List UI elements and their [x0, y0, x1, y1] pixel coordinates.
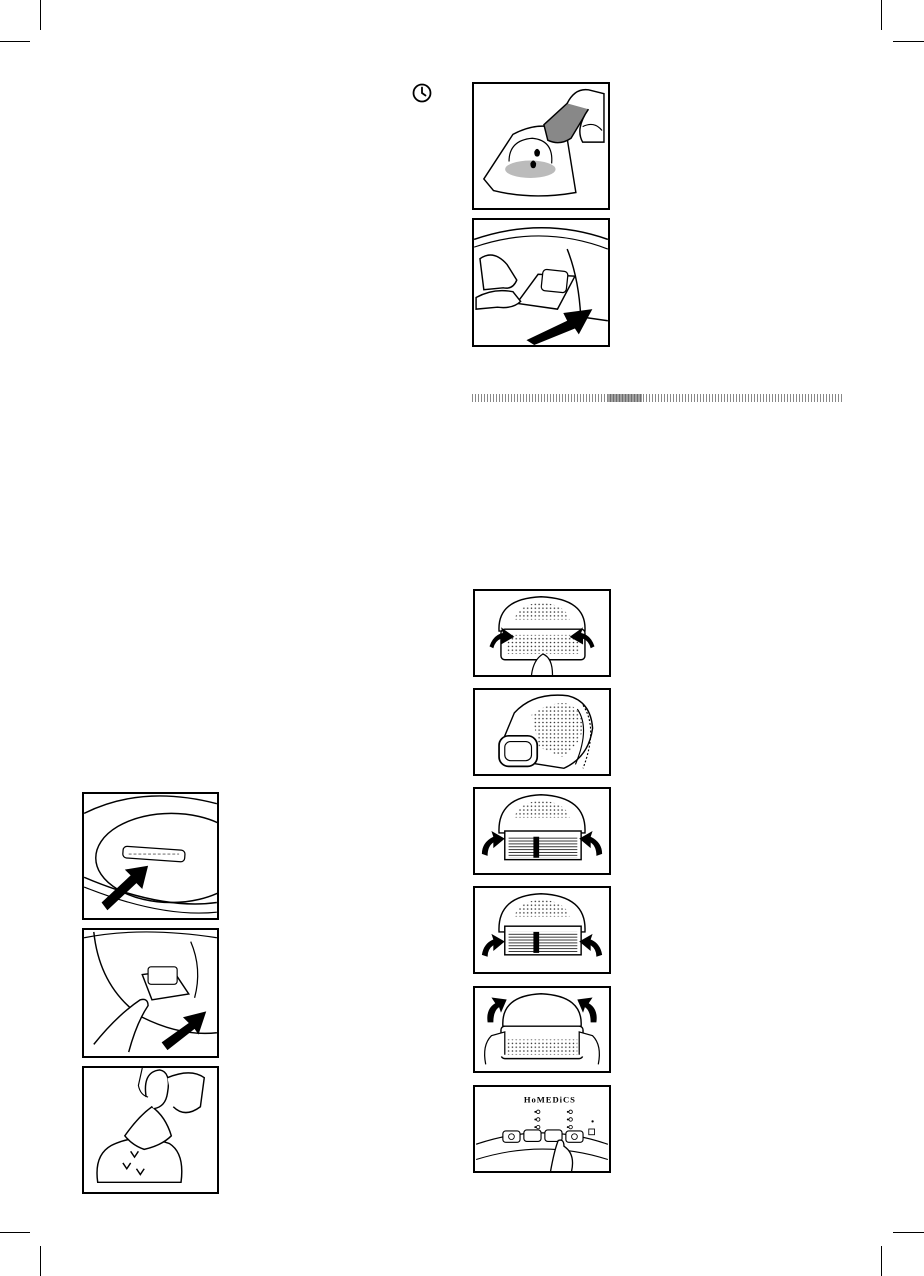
pull-tray-illustration: [82, 928, 219, 1058]
crop-mark: [0, 1232, 30, 1233]
grille-replace-illustration: [473, 986, 611, 1073]
grille-lift-illustration: [473, 589, 611, 677]
crop-mark: [893, 1232, 924, 1233]
crop-mark: [881, 1246, 882, 1276]
crop-mark: [0, 41, 30, 42]
clock-icon: [412, 83, 432, 103]
pad-removal-illustration: [82, 1066, 219, 1194]
filter-in-illustration: [473, 886, 611, 974]
unit-side-illustration: [473, 688, 611, 776]
filter-out-illustration: [473, 787, 611, 875]
tray-insert-illustration: [472, 218, 610, 347]
control-panel-illustration: [473, 1085, 611, 1173]
crop-mark: [893, 41, 924, 42]
dotted-divider: [472, 394, 842, 402]
crop-mark: [40, 0, 41, 30]
brand-logo: HoMEDiCS: [523, 1094, 576, 1105]
push-arrow-illustration: [82, 792, 219, 920]
bottle-drops-illustration: [472, 82, 610, 210]
crop-mark: [40, 1246, 41, 1276]
crop-mark: [881, 0, 882, 30]
